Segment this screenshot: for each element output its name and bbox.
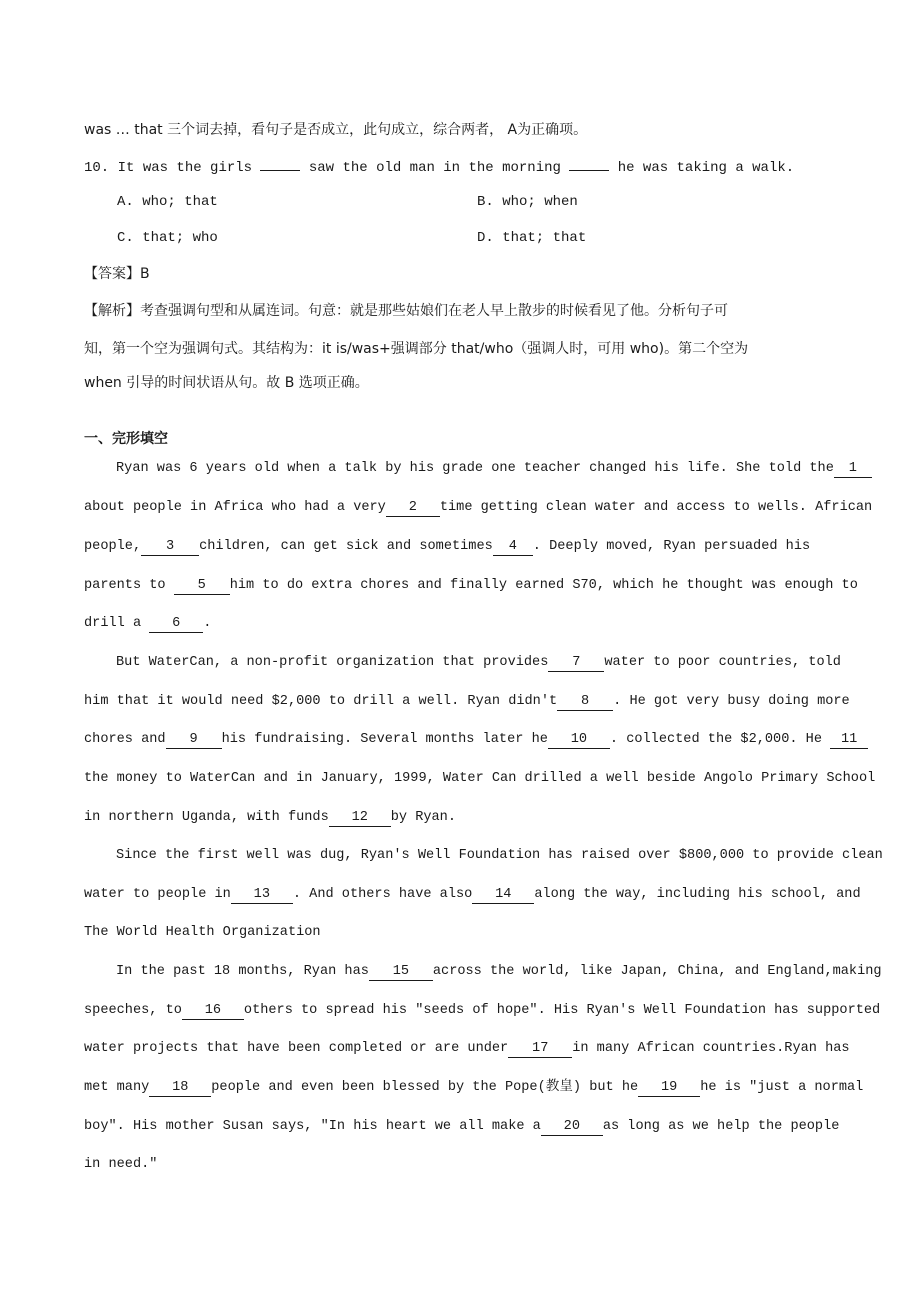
question-blank-2: [569, 156, 609, 171]
blank-5: 5: [174, 578, 230, 595]
analysis-line-1: 【解析】考查强调句型和从属连词。句意：就是那些姑娘们在老人早上散步的时候看见了他。分析句子可: [84, 303, 728, 319]
cloze-line-5: [84, 614, 211, 634]
question-text-part2: saw the old man in the morning: [308, 160, 561, 176]
blank-12: 12: [329, 810, 391, 827]
cloze-text: in need.": [84, 1157, 158, 1172]
cloze-text: the money to WaterCan and in January, 1999, Water Can drilled a well beside Angolo Primary School: [84, 771, 876, 786]
cloze-text: him to do extra chores and finally earned S70, which he thought was enough to: [229, 578, 858, 593]
cloze-line-10: [84, 808, 456, 828]
cloze-line-13: [84, 923, 321, 943]
cloze-text: Ryan was 6 years old when a talk by his grade one teacher changed his life. She told the: [116, 461, 834, 476]
blank-2: 2: [386, 500, 440, 517]
cloze-text: met many: [84, 1080, 150, 1095]
cloze-text: drill a: [84, 616, 150, 631]
cloze-text: water projects that have been completed or are under: [84, 1041, 509, 1056]
answer-label: 【答案】B: [84, 266, 150, 282]
cloze-text: time getting clean water and access to wells. African: [439, 500, 873, 515]
blank-8: 8: [557, 694, 613, 711]
option-c: C. that; who: [117, 230, 218, 246]
question-number: 10.: [84, 160, 110, 176]
blank-15: 15: [369, 964, 433, 981]
blank-7: 7: [548, 655, 604, 672]
cloze-text: . He got very busy doing more: [613, 694, 850, 709]
cloze-text: about people in Africa who had a very: [84, 500, 386, 515]
cloze-text: by Ryan.: [390, 810, 456, 825]
cloze-line-1: [116, 459, 872, 479]
cloze-line-14: [116, 962, 882, 982]
cloze-text: parents to: [84, 578, 174, 593]
cloze-text: him that it would need $2,000 to drill a well. Ryan didn't: [84, 694, 558, 709]
cloze-text: across the world, like Japan, China, and England,making: [432, 964, 882, 979]
cloze-text: his fundraising. Several months later he: [221, 732, 548, 747]
cloze-line-15: [84, 1001, 880, 1021]
cloze-line-18: [84, 1117, 839, 1137]
cloze-line-12: [84, 885, 861, 905]
prev-explanation-tail: was … that 三个词去掉，看句子是否成立，此句成立，综合两者， A为正确项。: [84, 122, 588, 138]
question-text-part1: It was the girls: [117, 160, 253, 176]
blank-14: 14: [472, 887, 534, 904]
cloze-text: people and even been blessed by the Pope(教皇) but he: [211, 1080, 639, 1095]
blank-3: 3: [141, 539, 199, 556]
cloze-text: speeches, to: [84, 1003, 182, 1018]
option-d: D. that; that: [477, 230, 587, 246]
cloze-text: The World Health Organization: [84, 925, 321, 940]
blank-9: 9: [166, 732, 222, 749]
cloze-line-17: [84, 1078, 863, 1098]
blank-6: 6: [149, 616, 203, 633]
cloze-line-9: [84, 769, 875, 789]
cloze-line-8: [84, 730, 868, 750]
blank-18: 18: [149, 1080, 211, 1097]
cloze-line-6: [116, 653, 841, 673]
cloze-text: .: [203, 616, 212, 631]
cloze-line-11: [116, 846, 883, 866]
cloze-text: others to spread his "seeds of hope". His Ryan's Well Foundation has supported: [243, 1003, 881, 1018]
cloze-text: . Deeply moved, Ryan persuaded his: [532, 539, 811, 554]
blank-20: 20: [541, 1119, 603, 1136]
cloze-text: But WaterCan, a non-profit organization that provides: [116, 655, 549, 670]
cloze-text: he is "just a normal: [700, 1080, 864, 1095]
question-10: [84, 156, 794, 178]
blank-17: 17: [508, 1041, 572, 1058]
cloze-line-7: [84, 692, 850, 712]
blank-16: 16: [182, 1003, 244, 1020]
question-blank-1: [260, 156, 300, 171]
section-title: 一、完形填空: [84, 431, 168, 447]
cloze-line-4: [84, 576, 858, 596]
option-a: A. who; that: [117, 194, 218, 210]
cloze-text: water to poor countries, told: [604, 655, 841, 670]
blank-13: 13: [231, 887, 293, 904]
cloze-text: children, can get sick and sometimes: [199, 539, 493, 554]
cloze-text: Since the first well was dug, Ryan's Well Foundation has raised over $800,000 to provide clean: [116, 848, 883, 863]
cloze-text: water to people in: [84, 887, 231, 902]
cloze-text: as long as we help the people: [602, 1119, 840, 1134]
cloze-text: in many African countries.Ryan has: [572, 1041, 850, 1056]
cloze-text: in northern Uganda, with funds: [84, 810, 329, 825]
cloze-line-2: [84, 498, 872, 518]
blank-11: 11: [830, 732, 868, 749]
cloze-text: In the past 18 months, Ryan has: [116, 964, 369, 979]
question-text-part3: he was taking a walk.: [617, 160, 795, 176]
cloze-text: chores and: [84, 732, 166, 747]
cloze-line-3: [84, 537, 810, 557]
blank-1: 1: [834, 461, 872, 478]
blank-4: 4: [493, 539, 533, 556]
blank-10: 10: [548, 732, 610, 749]
analysis-line-2: 知，第一个空为强调句式。其结构为：it is/was+强调部分 that/who（强调人时，可用 who)。第二个空为: [84, 341, 749, 357]
analysis-line-3: when 引导的时间状语从句。故 B 选项正确。: [84, 375, 369, 391]
cloze-text: . And others have also: [292, 887, 473, 902]
cloze-line-19: [84, 1155, 157, 1175]
cloze-text: boy". His mother Susan says, "In his heart we all make a: [84, 1119, 541, 1134]
blank-19: 19: [638, 1080, 700, 1097]
cloze-text: people,: [84, 539, 142, 554]
cloze-line-16: [84, 1039, 850, 1059]
cloze-text: . collected the $2,000. He: [609, 732, 831, 747]
cloze-text: along the way, including his school, and: [534, 887, 861, 902]
option-b: B. who; when: [477, 194, 578, 210]
